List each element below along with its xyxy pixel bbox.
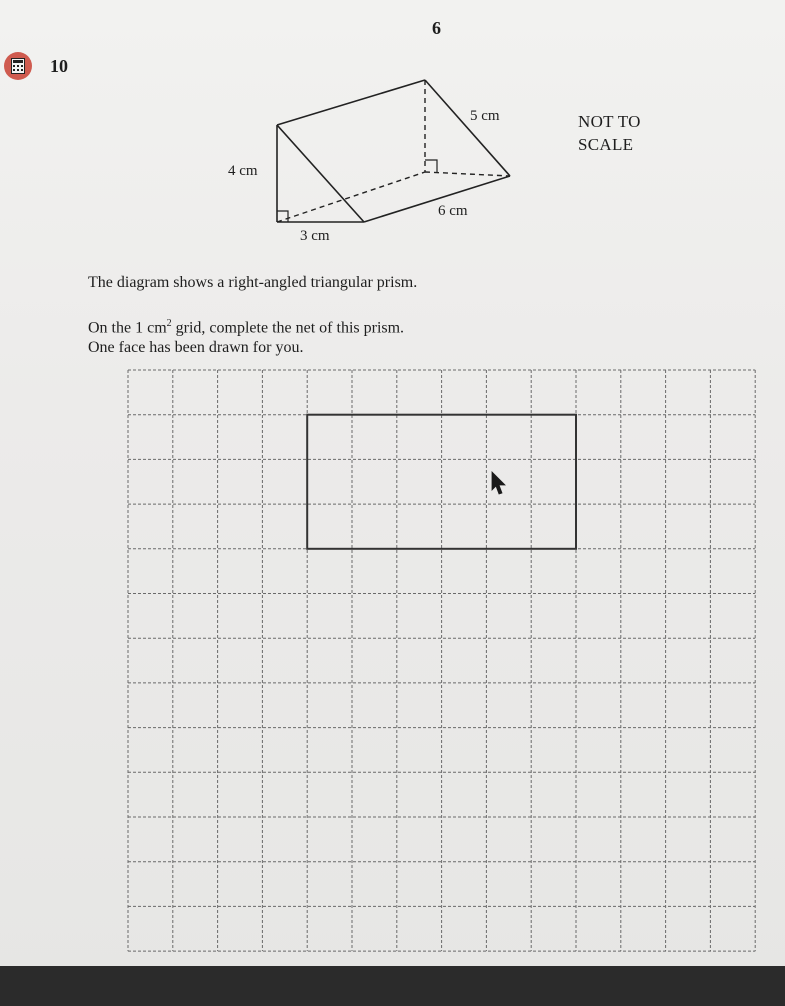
label-length: 6 cm: [438, 203, 468, 219]
not-to-scale-line1: NOT TO: [578, 112, 641, 131]
instruction-pre: On the 1 cm: [88, 319, 167, 337]
not-to-scale-line2: SCALE: [578, 135, 634, 154]
mouse-pointer-icon: [492, 472, 505, 494]
label-height: 4 cm: [228, 163, 258, 179]
page-number: 6: [432, 18, 441, 38]
label-base: 3 cm: [300, 228, 330, 244]
question-statement: The diagram shows a right-angled triangular prism.: [88, 274, 418, 291]
instruction-line2: One face has been drawn for you.: [88, 339, 304, 357]
instruction-sup: 2: [166, 318, 172, 329]
screen-bottom-bezel: [0, 966, 785, 1006]
question-number: 10: [50, 56, 68, 76]
instruction-post: grid, complete the net of this prism.: [171, 319, 405, 337]
label-hypotenuse: 5 cm: [470, 108, 500, 124]
